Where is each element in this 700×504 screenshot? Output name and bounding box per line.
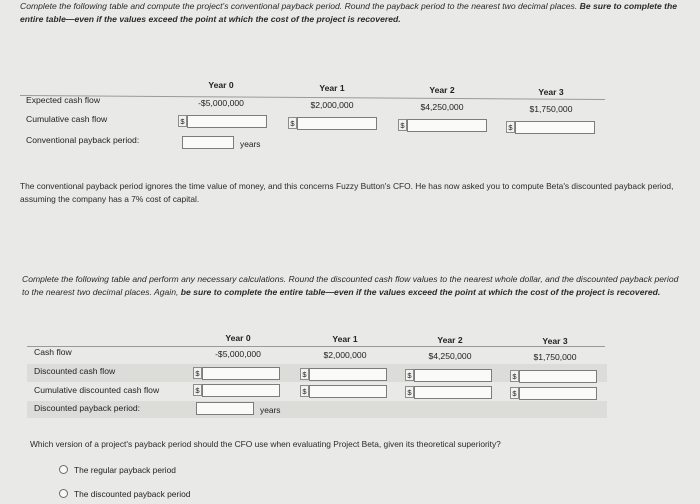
- part2-header-year3: Year 3: [542, 336, 568, 346]
- part1-header-year3: Year 3: [538, 87, 564, 97]
- part1-cumulative-year1-input[interactable]: [297, 117, 377, 130]
- part2-header-year1: Year 1: [332, 334, 358, 344]
- part2-payback-input[interactable]: [196, 402, 254, 415]
- part2-header-year0: Year 0: [225, 333, 251, 343]
- part1-cum-year0-currency: $: [178, 115, 187, 127]
- part1-expected-year0: -$5,000,000: [198, 98, 244, 108]
- part2-discounted-year1-input[interactable]: [309, 368, 387, 381]
- part2-cum-year2-currency: $: [405, 386, 414, 398]
- part1-cumulative-year3-input[interactable]: [515, 121, 595, 134]
- part1-header-year2: Year 2: [429, 85, 455, 95]
- part2-cumulative-year1-input[interactable]: [309, 385, 387, 398]
- part2-instruction-bold: be sure to complete the entire table—even if the values exceed the point at which the cost of the project is recovered.: [180, 287, 661, 297]
- part2-dcf-year0-currency: $: [193, 367, 202, 379]
- part2-header-year2: Year 2: [437, 335, 463, 345]
- part1-expected-year3: $1,750,000: [529, 104, 573, 114]
- part2-cumulative-year2-input[interactable]: [414, 386, 492, 399]
- part2-payback-unit: years: [260, 405, 281, 415]
- part2-header-rule: [27, 346, 605, 347]
- part2-dcf-year3-currency: $: [510, 370, 519, 382]
- part1-label-cumulative: Cumulative cash flow: [26, 114, 108, 124]
- part2-label-payback: Discounted payback period:: [34, 403, 141, 413]
- part2-label-cashflow: Cash flow: [34, 347, 72, 357]
- option-regular-label[interactable]: The regular payback period: [74, 465, 176, 475]
- option-discounted-radio[interactable]: [59, 489, 68, 498]
- part2-discounted-year0-input[interactable]: [202, 367, 280, 380]
- part1-label-payback: Conventional payback period:: [26, 135, 140, 145]
- part2-cum-year0-currency: $: [193, 384, 202, 396]
- part1-expected-year2: $4,250,000: [420, 102, 464, 112]
- part2-cum-year1-currency: $: [300, 385, 309, 397]
- part2-dcf-year2-currency: $: [405, 369, 414, 381]
- part2-instruction-text: Complete the following table and perform any necessary calculations. Round the discounted cash flow values to the nearest whole dollar, and the discounted payback period to the nearest two decimal places. Again,: [22, 274, 679, 297]
- part2-cumulative-year3-input[interactable]: [519, 387, 597, 400]
- part1-cum-year2-currency: $: [398, 119, 407, 131]
- part1-header-year0: Year 0: [208, 80, 234, 90]
- part2-label-cumulative: Cumulative discounted cash flow: [34, 385, 160, 395]
- part2-cashflow-year1: $2,000,000: [323, 350, 367, 360]
- option-discounted-label[interactable]: The discounted payback period: [74, 489, 191, 499]
- part2-discounted-year2-input[interactable]: [414, 369, 492, 382]
- part2-cashflow-year3: $1,750,000: [533, 352, 577, 362]
- part1-cumulative-year0-input[interactable]: [187, 115, 267, 128]
- part1-expected-year1: $2,000,000: [310, 100, 354, 110]
- part1-instruction-text: Complete the following table and compute the project's conventional payback period. Round the payback period to the nearest two decimal places.: [20, 1, 580, 11]
- option-regular-radio[interactable]: [59, 465, 68, 474]
- part2-cashflow-year0: -$5,000,000: [215, 349, 261, 359]
- part1-label-expected: Expected cash flow: [26, 95, 101, 105]
- part1-cum-year3-currency: $: [506, 121, 515, 133]
- part1-header-year1: Year 1: [319, 83, 345, 93]
- part2-label-discounted: Discounted cash flow: [34, 366, 116, 376]
- part1-cum-year1-currency: $: [288, 117, 297, 129]
- part2-dcf-year1-currency: $: [300, 368, 309, 380]
- part1-payback-input[interactable]: [182, 136, 234, 149]
- part2-cumulative-year0-input[interactable]: [202, 384, 280, 397]
- question-text: Which version of a project's payback period should the CFO use when evaluating Project Beta, given its theoretical superiority?: [30, 439, 501, 449]
- part1-cumulative-year2-input[interactable]: [407, 119, 487, 132]
- part1-instruction-bold: Be sure to complete the entire table—even if the values exceed the point at which the cost of the project is recovered.: [20, 1, 678, 24]
- part2-discounted-year3-input[interactable]: [519, 370, 597, 383]
- middle-paragraph: The conventional payback period ignores the time value of money, and this concerns Fuzzy Button's CFO. He has now asked you to compute Beta's discounted payback period, assuming the company has a 7% cost of capital.: [20, 181, 674, 204]
- part2-cum-year3-currency: $: [510, 387, 519, 399]
- part1-payback-unit: years: [240, 139, 261, 149]
- part2-cashflow-year2: $4,250,000: [428, 351, 472, 361]
- part1-instructions: [20, 0, 692, 26]
- part2-instructions: [22, 273, 682, 299]
